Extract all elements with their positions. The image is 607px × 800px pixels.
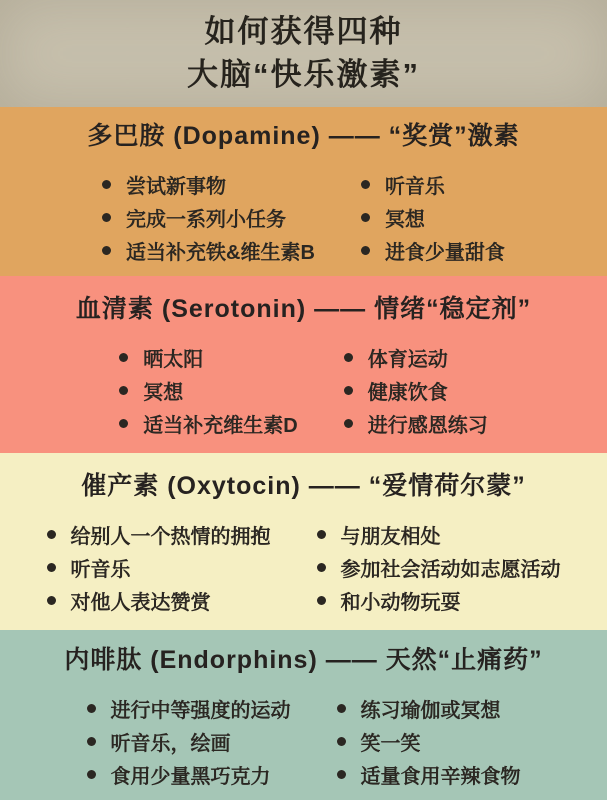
list-item bbox=[344, 407, 488, 440]
endorphins-columns bbox=[87, 692, 521, 791]
list-item-text: 尝试新事物 bbox=[126, 176, 227, 198]
list-item bbox=[344, 374, 488, 407]
bullet-icon bbox=[344, 386, 353, 395]
bullet-icon bbox=[317, 563, 326, 572]
bullet-icon bbox=[361, 213, 370, 222]
list-item-text: 冥想 bbox=[384, 209, 425, 231]
list-item bbox=[337, 692, 521, 725]
oxytocin-list-left bbox=[47, 518, 271, 617]
list-item-text: 听音乐 bbox=[70, 559, 131, 581]
section-oxytocin bbox=[0, 453, 607, 630]
list-item-text: 与朋友相处 bbox=[340, 526, 441, 548]
list-item bbox=[344, 341, 488, 374]
list-item-text: 进行感恩练习 bbox=[367, 415, 488, 437]
bullet-icon bbox=[87, 704, 96, 713]
dopamine-list-right bbox=[361, 168, 505, 267]
list-item bbox=[87, 758, 291, 791]
dopamine-columns bbox=[102, 168, 505, 267]
list-item-text: 听音乐 bbox=[384, 176, 445, 198]
list-item-text: 完成一系列小任务 bbox=[126, 209, 287, 231]
bullet-icon bbox=[119, 353, 128, 362]
list-item bbox=[47, 518, 271, 551]
bullet-icon bbox=[317, 596, 326, 605]
list-item-text: 适量食用辛辣食物 bbox=[360, 765, 521, 788]
serotonin-columns bbox=[119, 341, 487, 440]
list-item bbox=[47, 551, 271, 584]
list-item-text: 食用少量黑巧克力 bbox=[110, 765, 271, 788]
list-item bbox=[87, 692, 291, 725]
list-item bbox=[317, 584, 561, 617]
bullet-icon bbox=[337, 737, 346, 746]
list-item-text: 参加社会活动如志愿活动 bbox=[340, 559, 561, 581]
page-title-line1: 如何获得四种 bbox=[204, 14, 403, 50]
bullet-icon bbox=[102, 213, 111, 222]
serotonin-list-left bbox=[119, 341, 297, 440]
list-item-text: 给别人一个热情的拥抱 bbox=[70, 526, 271, 548]
list-item-text: 进行中等强度的运动 bbox=[110, 699, 291, 722]
dopamine-list-left bbox=[102, 168, 315, 267]
list-item bbox=[102, 234, 315, 267]
list-item-text: 体育运动 bbox=[367, 349, 448, 371]
bullet-icon bbox=[344, 353, 353, 362]
list-item-text: 适当补充维生素D bbox=[143, 415, 298, 437]
bullet-icon bbox=[119, 386, 128, 395]
section-dopamine bbox=[0, 107, 607, 276]
list-item bbox=[361, 201, 505, 234]
list-item-text: 笑一笑 bbox=[360, 732, 421, 755]
bullet-icon bbox=[47, 596, 56, 605]
list-item bbox=[102, 168, 315, 201]
list-item bbox=[317, 518, 561, 551]
bullet-icon bbox=[102, 180, 111, 189]
bullet-icon bbox=[119, 419, 128, 428]
list-item bbox=[87, 725, 291, 758]
bullet-icon bbox=[317, 530, 326, 539]
list-item-text: 听音乐，绘画 bbox=[110, 732, 231, 755]
list-item bbox=[102, 201, 315, 234]
list-item-text: 对他人表达赞赏 bbox=[70, 592, 211, 614]
list-item-text: 适当补充铁&维生素B bbox=[126, 242, 315, 264]
list-item bbox=[47, 584, 271, 617]
endorphins-list-left bbox=[87, 692, 291, 791]
bullet-icon bbox=[102, 246, 111, 255]
section-serotonin bbox=[0, 276, 607, 453]
oxytocin-columns bbox=[47, 518, 561, 617]
serotonin-list-right bbox=[344, 341, 488, 440]
bullet-icon bbox=[87, 770, 96, 779]
list-item bbox=[361, 234, 505, 267]
section-title-endorphins: 内啡肽 (Endorphins) —— 天然“止痛药” bbox=[64, 645, 543, 674]
list-item bbox=[119, 374, 297, 407]
list-item-text: 和小动物玩耍 bbox=[340, 592, 461, 614]
endorphins-list-right bbox=[337, 692, 521, 791]
list-item bbox=[119, 341, 297, 374]
list-item bbox=[337, 725, 521, 758]
bullet-icon bbox=[337, 770, 346, 779]
list-item-text: 冥想 bbox=[143, 382, 184, 404]
bullet-icon bbox=[87, 737, 96, 746]
bullet-icon bbox=[361, 180, 370, 189]
section-title-serotonin: 血清素 (Serotonin) —— 情绪“稳定剂” bbox=[75, 295, 532, 323]
list-item-text: 晒太阳 bbox=[143, 349, 204, 371]
page-title-line2: 大脑“快乐激素” bbox=[187, 56, 420, 92]
list-item-text: 进食少量甜食 bbox=[384, 242, 505, 264]
list-item bbox=[119, 407, 297, 440]
section-endorphins bbox=[0, 630, 607, 800]
section-title-dopamine: 多巴胺 (Dopamine) —— “奖赏”激素 bbox=[87, 122, 520, 150]
list-item bbox=[361, 168, 505, 201]
bullet-icon bbox=[344, 419, 353, 428]
list-item-text: 健康饮食 bbox=[367, 382, 448, 404]
oxytocin-list-right bbox=[317, 518, 561, 617]
bullet-icon bbox=[47, 563, 56, 572]
bullet-icon bbox=[361, 246, 370, 255]
page-header bbox=[0, 0, 607, 107]
bullet-icon bbox=[337, 704, 346, 713]
list-item bbox=[317, 551, 561, 584]
bullet-icon bbox=[47, 530, 56, 539]
list-item bbox=[337, 758, 521, 791]
list-item-text: 练习瑜伽或冥想 bbox=[360, 699, 501, 722]
section-title-oxytocin: 催产素 (Oxytocin) —— “爱情荷尔蒙” bbox=[81, 472, 526, 500]
